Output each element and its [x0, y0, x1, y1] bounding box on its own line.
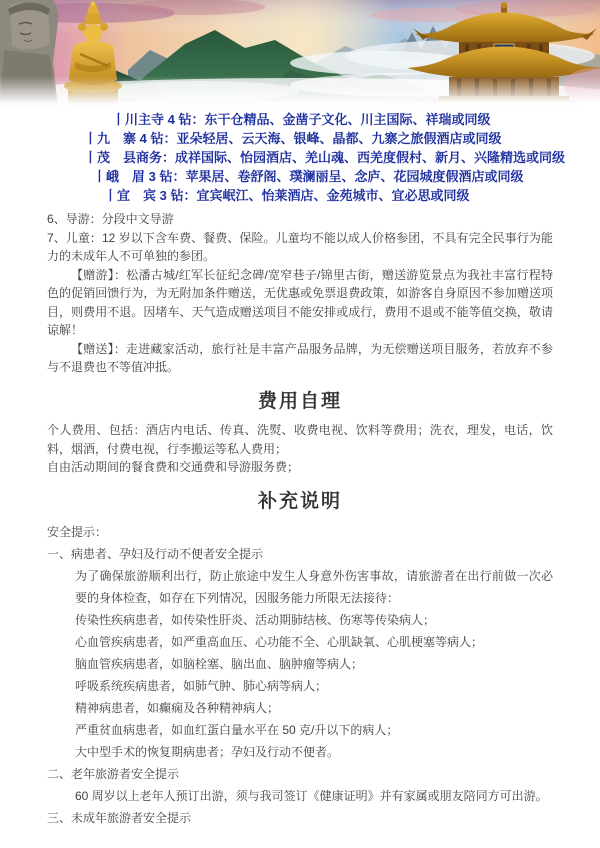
safety-item-heading: 三、未成年旅游者安全提示 — [47, 811, 192, 825]
safety-line: 呼吸系统疾病患者，如肺气肿、肺心病等病人； — [75, 679, 328, 693]
hotel-tier-line: 丨茂 县商务：成祥国际、怡园酒店、羌山魂、西羌度假村、新月、兴隆精选或同级 — [84, 150, 566, 165]
safety-notes — [47, 521, 553, 829]
safety-line: 精神病患者，如癫痫及各种精神病人； — [75, 701, 280, 715]
safety-line: 60 周岁以上老年人预订出游，须与我司签订《健康证明》并有家属或朋友陪同方可出游。 — [75, 789, 548, 803]
safety-line: 为了确保旅游顺利出行，防止旅途中发生人身意外伤害事故，请旅游者在出行前做一次必要的身体检查，如存在下列情况，因服务能力所限无法接待： — [75, 569, 553, 605]
safety-line: 严重贫血病患者，如血红蛋白量水平在 50 克/升以下的病人； — [75, 723, 399, 737]
safety-item-heading: 一、病患者、孕妇及行动不便者安全提示 — [47, 547, 264, 561]
safety-item-heading: 二、老年旅游者安全提示 — [47, 767, 180, 781]
safety-label: 安全提示： — [47, 525, 108, 539]
safety-line: 大中型手术的恢复期病患者；孕妇及行动不便者。 — [75, 745, 340, 759]
term-gift-tour: 【赠游】：松潘古城/红军长征纪念碑/宽窄巷子/锦里古街，赠送游览景点为我社丰富行程特色的促销回馈行为，为无附加条件赠送，无优惠或免票退费政策，如游客自身原因不参加赠送项目，则费用不退。因堵车、天气造成赠送项目不能安排或成行，费用不退或不能等值交换，敬请谅解！ — [47, 267, 553, 337]
document-body — [0, 210, 600, 829]
term-children: 7、儿童：12 岁以下含车费、餐费、保险。儿童均不能以成人价格参团，不具有完全民事行为能力的未成年人不可单独的参团。 — [47, 230, 553, 263]
section-title-supplement: 补充说明 — [257, 490, 342, 512]
safety-item-body — [47, 565, 553, 763]
term-guide: 6、导游：分段中文导游 — [47, 212, 174, 226]
hotel-tier-line: 丨九 寨 4 钻：亚朵轻居、云天海、银峰、晶都、九寨之旅假酒店或同级 — [84, 131, 502, 146]
hotel-tier-line: 丨川主寺 4 钻：东干仓精品、金凿子文化、川主国际、祥瑞或同级 — [112, 112, 491, 127]
safety-line: 心血管疾病患者，如严重高血压、心功能不全、心肌缺氧、心肌梗塞等病人； — [75, 635, 484, 649]
hotel-tier-list — [0, 107, 600, 210]
self-pay-paragraph: 自由活动期间的餐食费和交通费和导游服务费； — [47, 460, 300, 474]
self-pay-paragraph: 个人费用、包括：酒店内电话、传真、洗熨、收费电视、饮料等费用；洗衣，理发，电话，饮料，烟酒，付费电视，行李搬运等私人费用； — [47, 423, 553, 456]
section-title-self-pay: 费用自理 — [257, 390, 342, 412]
safety-line: 脑血管疾病患者，如脑栓塞、脑出血、脑肿瘤等病人； — [75, 657, 364, 671]
safety-item-body — [47, 785, 553, 807]
hotel-tier-line: 丨峨 眉 3 钻：苹果居、卷舒阁、璞澜丽呈、念庐、花园城度假酒店或同级 — [93, 169, 524, 184]
safety-line: 传染性疾病患者，如传染性肝炎、活动期肺结核、伤寒等传染病人； — [75, 613, 436, 627]
header-photo — [0, 0, 600, 107]
term-gift-free: 【赠送】：走进藏家活动，旅行社是丰富产品服务品牌，为无偿赠送项目服务，若放弃不参与不退费也不等值冲抵。 — [47, 341, 553, 374]
hotel-tier-line: 丨宜 宾 3 钻：宜宾岷江、怡莱酒店、金苑城市、宜必思或同级 — [104, 188, 470, 203]
